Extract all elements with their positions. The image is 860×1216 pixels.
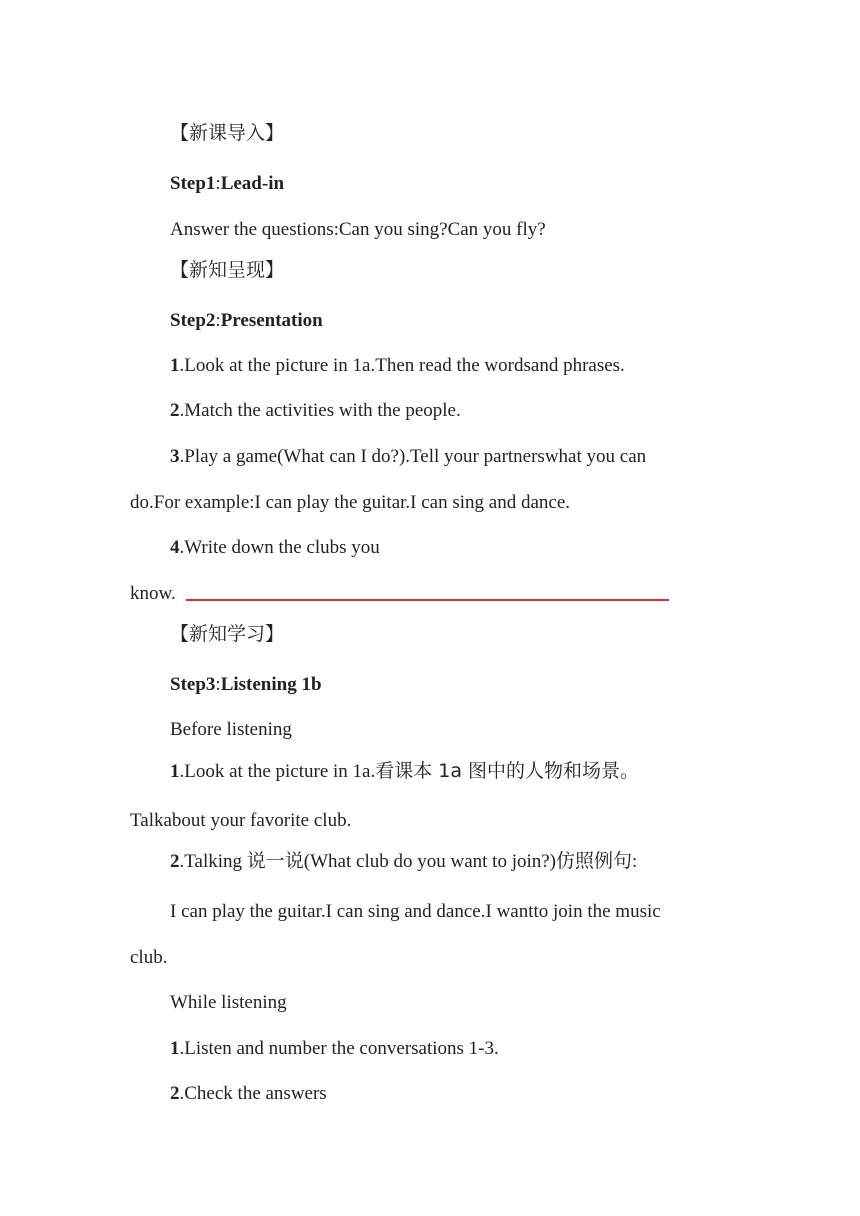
section-heading-learning: 【新知学习】 — [170, 623, 285, 645]
step2-heading — [170, 309, 323, 333]
list-item — [170, 849, 637, 874]
item-number: 1 — [170, 355, 180, 376]
item-number: 2 — [170, 400, 180, 421]
item-number: 1 — [170, 761, 180, 782]
list-item — [170, 445, 646, 469]
fill-in-blank-line[interactable] — [186, 599, 669, 601]
step2-title: Presentation — [220, 310, 323, 331]
while-listening-label: While listening — [170, 992, 287, 1013]
item-text: .Check the answers — [179, 1083, 327, 1104]
item-text-colon: : — [632, 851, 638, 872]
item-number: 1 — [170, 1038, 180, 1059]
list-item — [170, 536, 380, 560]
item-text-continued: know. — [130, 583, 176, 604]
list-item — [170, 354, 625, 378]
item-text: .Match the activities with the people. — [179, 400, 461, 421]
list-item — [170, 399, 461, 423]
step3-heading — [170, 673, 322, 697]
item-text-question: (What club do you want to join?) — [303, 851, 557, 872]
step1-text: Answer the questions:Can you sing?Can you fly? — [170, 219, 546, 240]
step3-title: Listening 1b — [220, 674, 322, 695]
list-item — [170, 759, 639, 784]
item-text-chinese-2: 仿照例句 — [556, 850, 633, 872]
step3-colon: : — [215, 674, 221, 695]
step2-colon: : — [215, 310, 221, 331]
step1-heading — [170, 172, 284, 196]
before-listening-label: Before listening — [170, 719, 292, 740]
step1-label: Step1 — [170, 173, 216, 194]
example-sentence-continued: club. — [130, 947, 168, 968]
example-sentence: I can play the guitar.I can sing and dance.I wantto join the music — [170, 901, 661, 922]
item-text-chinese: 说一说 — [246, 850, 304, 872]
step2-label: Step2 — [170, 310, 216, 331]
item-text: .Listen and number the conversations 1-3. — [179, 1038, 499, 1059]
list-item — [170, 1037, 499, 1061]
item-text: .Look at the picture in 1a.Then read the wordsand phrases. — [179, 355, 625, 376]
item-text-continued: Talkabout your favorite club. — [130, 810, 352, 831]
item-text: .Look at the picture in 1a. — [179, 761, 376, 782]
item-number: 2 — [170, 851, 180, 872]
item-number: 2 — [170, 1083, 180, 1104]
item-text: .Write down the clubs you — [179, 537, 380, 558]
item-text: .Talking — [179, 851, 247, 872]
item-text: .Play a game(What can I do?).Tell your partnerswhat you can — [179, 446, 647, 467]
item-number: 4 — [170, 537, 180, 558]
section-heading-intro: 【新课导入】 — [170, 122, 285, 144]
section-heading-presentation: 【新知呈现】 — [170, 259, 285, 281]
item-number: 3 — [170, 446, 180, 467]
list-item — [170, 1082, 327, 1106]
item-text-continued: do.For example:I can play the guitar.I can sing and dance. — [130, 492, 571, 513]
step1-title: Lead-in — [220, 173, 285, 194]
step3-label: Step3 — [170, 674, 216, 695]
item-text-chinese: 看课本 1a 图中的人物和场景。 — [375, 760, 640, 782]
step1-colon: : — [215, 173, 221, 194]
